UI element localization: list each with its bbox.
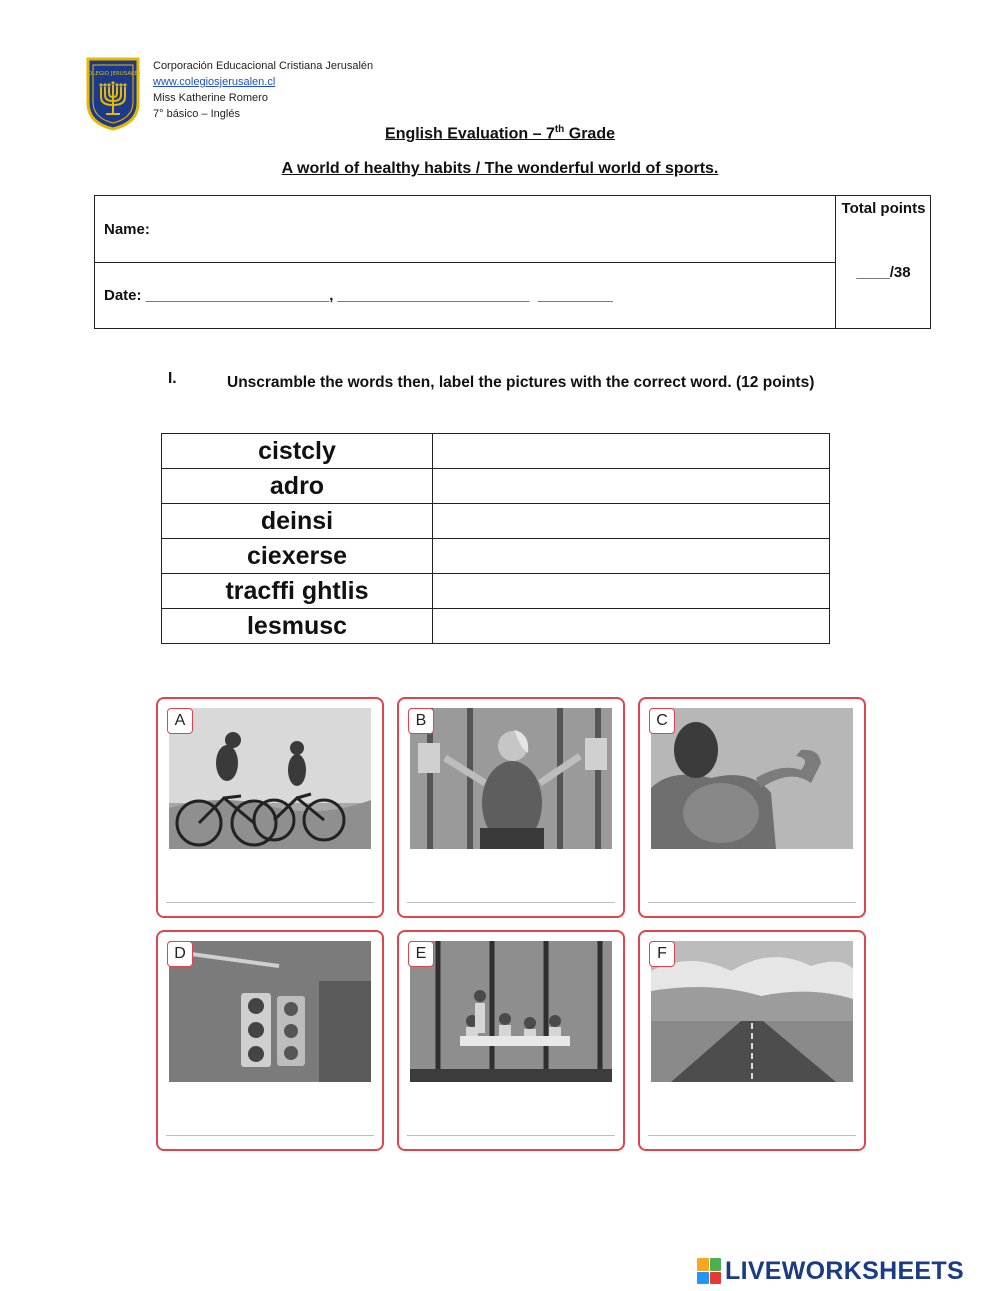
gym-exercise-photo [410,708,612,849]
picture-card-c [638,697,866,918]
date-field-label[interactable]: Date: ______________________, _______________________ _________ [104,287,613,304]
school-crest-logo [86,57,140,131]
student-info-table [94,195,931,329]
brand-icon [697,1258,721,1284]
teacher-name: Miss Katherine Romero [153,92,268,104]
office-meeting-photo [410,941,612,1082]
cyclists-photo [169,708,371,849]
answer-line[interactable] [648,902,856,903]
traffic-lights-photo [169,941,371,1082]
answer-cell[interactable] [433,434,830,469]
table-row [162,574,830,609]
picture-card-b [397,697,625,918]
school-name: Corporación Educacional Cristiana Jerusalén [153,60,374,72]
picture-card-f [638,930,866,1151]
scrambled-word: ciexerse [162,539,433,574]
section-instruction: Unscramble the words then, label the pictures with the correct word. (12 points) [227,374,815,391]
answer-line[interactable] [166,902,374,903]
answer-cell[interactable] [433,539,830,574]
answer-cell[interactable] [433,574,830,609]
evaluation-subtitle: A world of healthy habits / The wonderful world of sports. [281,160,719,177]
table-row [162,504,830,539]
open-road-photo [651,941,853,1082]
liveworksheets-brand[interactable] [697,1256,964,1286]
section-number: I. [168,370,177,387]
answer-line[interactable] [407,1135,615,1136]
scrambled-word: adro [162,469,433,504]
scrambled-word: deinsi [162,504,433,539]
scrambled-word: tracffi ghtlis [162,574,433,609]
card-letter: B [408,708,434,734]
answer-line[interactable] [166,1135,374,1136]
evaluation-title: English Evaluation – 7th Grade [385,124,615,143]
school-website-link[interactable]: www.colegiosjerusalen.cl [153,76,276,88]
unscramble-table [161,433,830,644]
course-name: 7° básico – Inglés [153,108,240,120]
picture-card-d [156,930,384,1151]
table-row [162,469,830,504]
svg-text:COLEGIO JERUSALEN: COLEGIO JERUSALEN [86,71,140,77]
card-letter: A [167,708,193,734]
score-field[interactable]: ____/38 [856,264,911,281]
picture-card-a [156,697,384,918]
answer-cell[interactable] [433,469,830,504]
card-letter: D [167,941,193,967]
card-letter: F [649,941,675,967]
brand-text: LIVEWORKSHEETS [725,1256,964,1285]
table-row [162,434,830,469]
answer-line[interactable] [407,902,615,903]
picture-card-e [397,930,625,1151]
name-field-label[interactable]: Name: [104,221,150,238]
total-points-label: Total points [841,200,926,217]
answer-cell[interactable] [433,609,830,644]
card-letter: C [649,708,675,734]
table-row [162,609,830,644]
table-row [162,539,830,574]
scrambled-word: cistcly [162,434,433,469]
answer-line[interactable] [648,1135,856,1136]
flexed-muscle-photo [651,708,853,849]
answer-cell[interactable] [433,504,830,539]
school-info [153,58,373,122]
card-letter: E [408,941,434,967]
scrambled-word: lesmusc [162,609,433,644]
